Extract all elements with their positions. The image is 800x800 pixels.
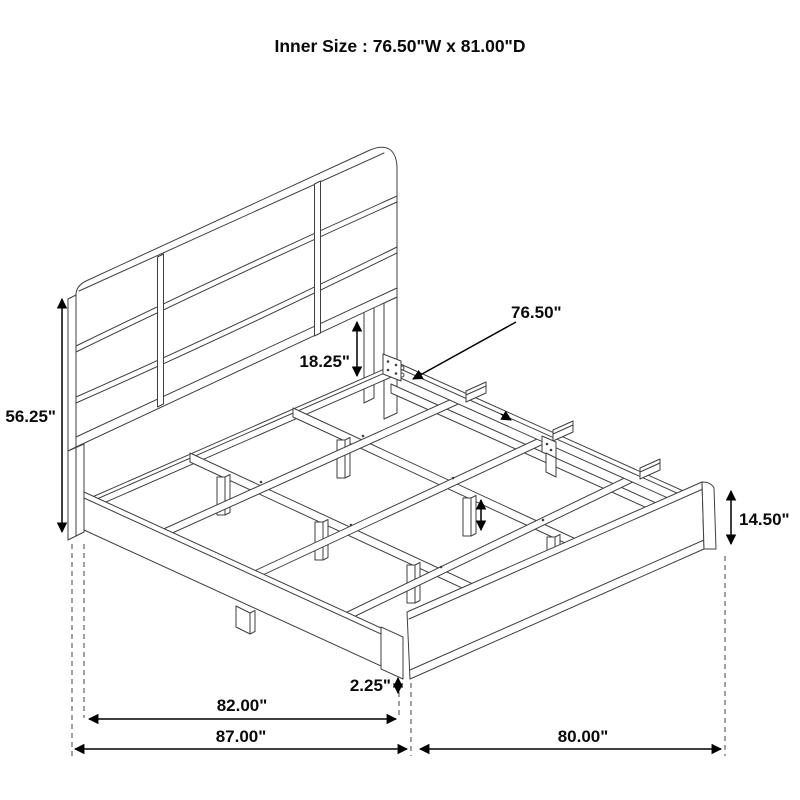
dim-label-overall-depth: 87.00": [215, 727, 267, 746]
dimension-slat-area-length: [89, 696, 396, 719]
headboard-accent-strip-left: [158, 254, 164, 407]
headboard-left-edge: [68, 295, 76, 451]
dim-label-headboard-height: 56.25": [5, 407, 56, 426]
dimension-overall-depth: [75, 727, 407, 749]
dim-label-footboard-floor-gap: 2.25": [349, 676, 391, 695]
side-rail-leg: [250, 611, 255, 635]
support-leg: [337, 438, 560, 576]
footboard-right-cap: [702, 482, 716, 549]
page-title: Inner Size : 76.50"W x 81.00"D: [274, 36, 526, 56]
dimension-footboard-floor-gap: [350, 676, 398, 695]
dimension-footboard-height: [731, 491, 790, 544]
bed-drawing: [68, 147, 716, 679]
headboard-accent-strip-right: [315, 181, 321, 336]
dim-label-footboard-height: 14.50": [739, 510, 790, 529]
dim-label-headboard-rail-clearance: 18.25": [299, 352, 350, 371]
dimension-headboard-height: [5, 299, 62, 532]
dim-label-inner-width: 76.50": [511, 303, 562, 322]
dim-label-slat-area-length: 82.00": [216, 696, 268, 715]
dim-label-overall-width: 80.00": [557, 727, 609, 746]
right-side-rail: [396, 362, 708, 516]
headboard-panel: [76, 147, 397, 447]
side-rail-corner-foot: [381, 627, 403, 679]
dimension-overall-width: [420, 727, 721, 749]
left-side-rail: [84, 492, 403, 679]
